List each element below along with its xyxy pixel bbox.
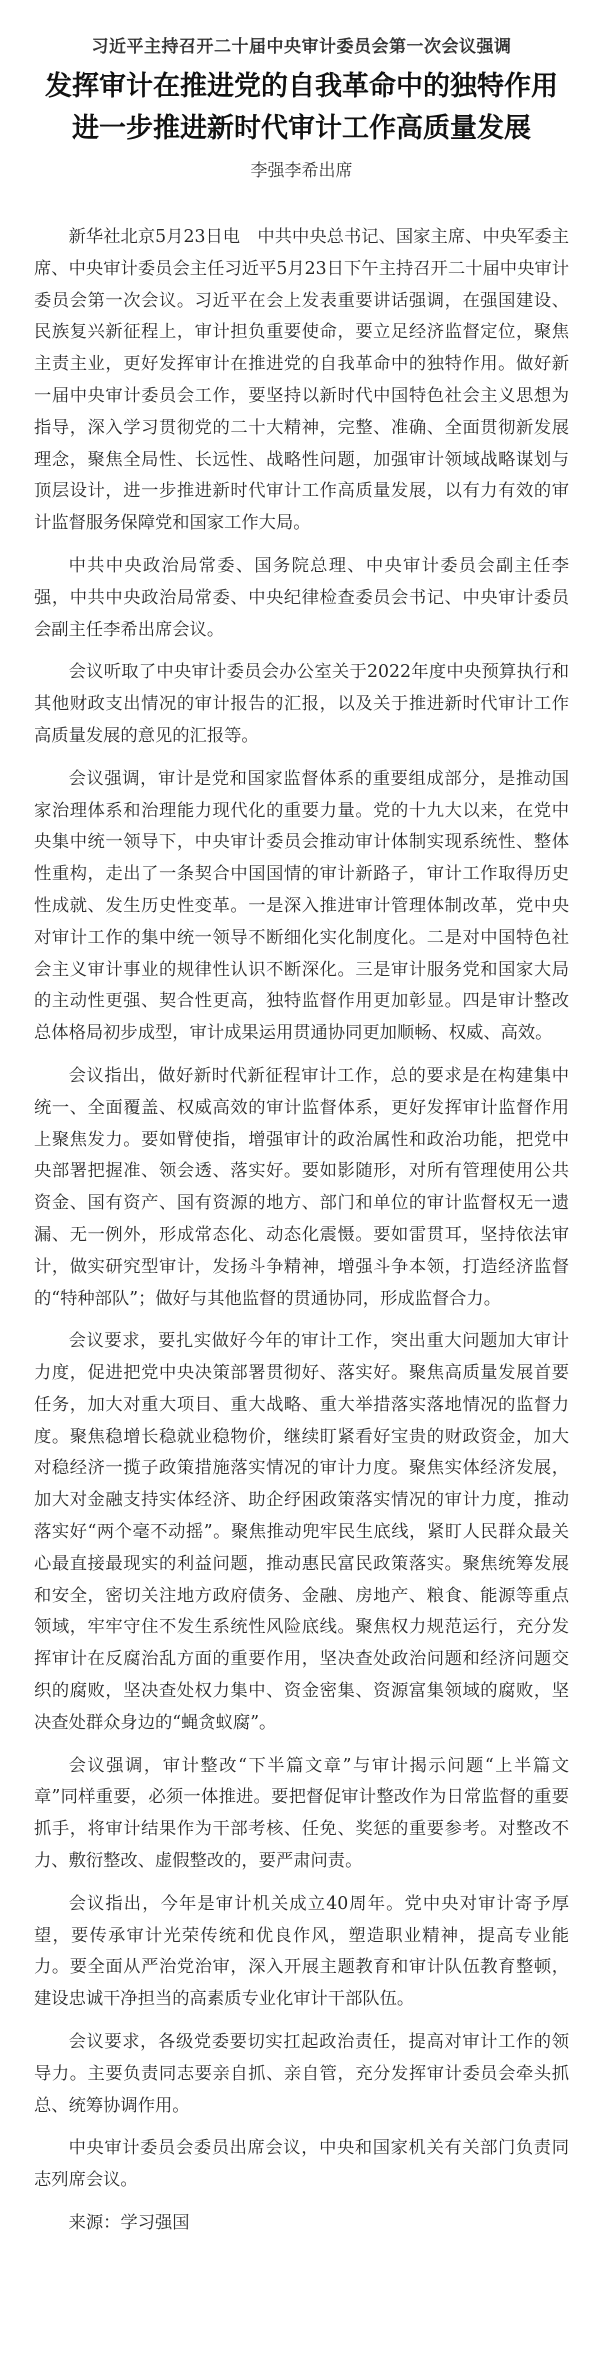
article-body	[34, 222, 569, 2240]
article-headline	[34, 66, 569, 150]
article-paragraph: 会议听取了中央审计委员会办公室关于2022年度中央预算执行和其他财政支出情况的审计报告的汇报，以及关于推进新时代审计工作高质量发展的意见的汇报等。	[34, 662, 569, 746]
article-subhead: 李强李希出席	[250, 161, 353, 181]
article-source: 来源：学习强国	[68, 2213, 190, 2234]
article-paragraph: 会议指出，今年是审计机关成立40周年。党中央对审计寄予厚望，要传承审计光荣传统和优良作风，塑造职业精神，提高专业能力。要全面从严治党治审，深入开展主题教育和审计队伍教育整顿，建设忠诚干净担当的高素质专业化审计干部队伍。	[34, 1893, 569, 2010]
headline-line-1: 发挥审计在推进党的自我革命中的独特作用	[45, 71, 558, 102]
article-paragraph: 会议要求，各级党委要切实扛起政治责任，提高对审计工作的领导力。主要负责同志要亲自抓、亲自管，充分发挥审计委员会牵头抓总、统筹协调作用。	[34, 2032, 569, 2116]
article-paragraph: 会议强调，审计整改“下半篇文章”与审计揭示问题“上半篇文章”同样重要，必须一体推进。要把督促审计整改作为日常监督的重要抓手，将审计结果作为干部考核、任免、奖惩的重要参考。对整改不力、敷衍整改、虚假整改的，要严肃问责。	[34, 1755, 569, 1872]
article-paragraph: 新华社北京5月23日电 中共中央总书记、国家主席、中央军委主席、中央审计委员会主任习近平5月23日下午主持召开二十届中央审计委员会第一次会议。习近平在会上发表重要讲话强调，在强国建设、民族复兴新征程上，审计担负重要使命，要立足经济监督定位，聚焦主责主业，更好发挥审计在推进党的自我革命中的独特作用。做好新一届中央审计委员会工作，要坚持以新时代中国特色社会主义思想为指导，深入学习贯彻党的二十大精神，完整、准确、全面贯彻新发展理念，聚焦全局性、长远性、战略性问题，加强审计领域战略谋划与顶层设计，进一步推进新时代审计工作高质量发展，以有力有效的审计监督服务保障党和国家工作大局。	[34, 227, 569, 534]
article-paragraph: 会议指出，做好新时代新征程审计工作，总的要求是在构建集中统一、全面覆盖、权威高效的审计监督体系，更好发挥审计监督作用上聚焦发力。要如臂使指，增强审计的政治属性和政治功能，把党中央部署把握准、领会透、落实好。要如影随形，对所有管理使用公共资金、国有资产、国有资源的地方、部门和单位的审计监督权无一遗漏、无一例外，形成常态化、动态化震慑。要如雷贯耳，坚持依法审计，做实研究型审计，发扬斗争精神，增强斗争本领，打造经济监督的“特种部队”；做好与其他监督的贯通协同，形成监督合力。	[34, 1065, 569, 1309]
article-kicker: 习近平主持召开二十届中央审计委员会第一次会议强调	[91, 37, 512, 57]
article-paragraph: 会议强调，审计是党和国家监督体系的重要组成部分，是推动国家治理体系和治理能力现代化的重要力量。党的十九大以来，在党中央集中统一领导下，中央审计委员会推动审计体制实现系统性、整体性重构，走出了一条契合中国国情的审计新路子，审计工作取得历史性成就、发生历史性变革。一是深入推进审计管理体制改革，党中央对审计工作的集中统一领导不断细化实化制度化。二是对中国特色社会主义审计事业的规律性认识不断深化。三是审计服务党和国家大局的主动性更强、契合性更高，独特监督作用更加彰显。四是审计整改总体格局初步成型，审计成果运用贯通协同更加顺畅、权威、高效。	[34, 768, 569, 1044]
article-paragraph: 会议要求，要扎实做好今年的审计工作，突出重大问题加大审计力度，促进把党中央决策部署贯彻好、落实好。聚焦高质量发展首要任务，加大对重大项目、重大战略、重大举措落实落地情况的监督力度。聚焦稳增长稳就业稳物价，继续盯紧看好宝贵的财政资金，加大对稳经济一揽子政策措施落实情况的审计力度。聚焦实体经济发展，加大对金融支持实体经济、助企纾困政策落实情况的审计力度，推动落实好“两个毫不动摇”。聚焦推动兜牢民生底线，紧盯人民群众最关心最直接最现实的利益问题，推动惠民富民政策落实。聚焦统筹发展和安全，密切关注地方政府债务、金融、房地产、粮食、能源等重点领域，牢牢守住不发生系统性风险底线。聚焦权力规范运行，充分发挥审计在反腐治乱方面的重要作用，坚决查处政治问题和经济问题交织的腐败，坚决查处权力集中、资金密集、资源富集领域的腐败，坚决查处群众身边的“蝇贪蚁腐”。	[34, 1331, 569, 1733]
article-paragraph: 中央审计委员会委员出席会议，中央和国家机关有关部门负责同志列席会议。	[34, 2138, 569, 2191]
headline-line-2: 进一步推进新时代审计工作高质量发展	[72, 113, 531, 144]
article-paragraph: 中共中央政治局常委、国务院总理、中央审计委员会副主任李强，中共中央政治局常委、中央纪律检查委员会书记、中央审计委员会副主任李希出席会议。	[34, 555, 569, 640]
